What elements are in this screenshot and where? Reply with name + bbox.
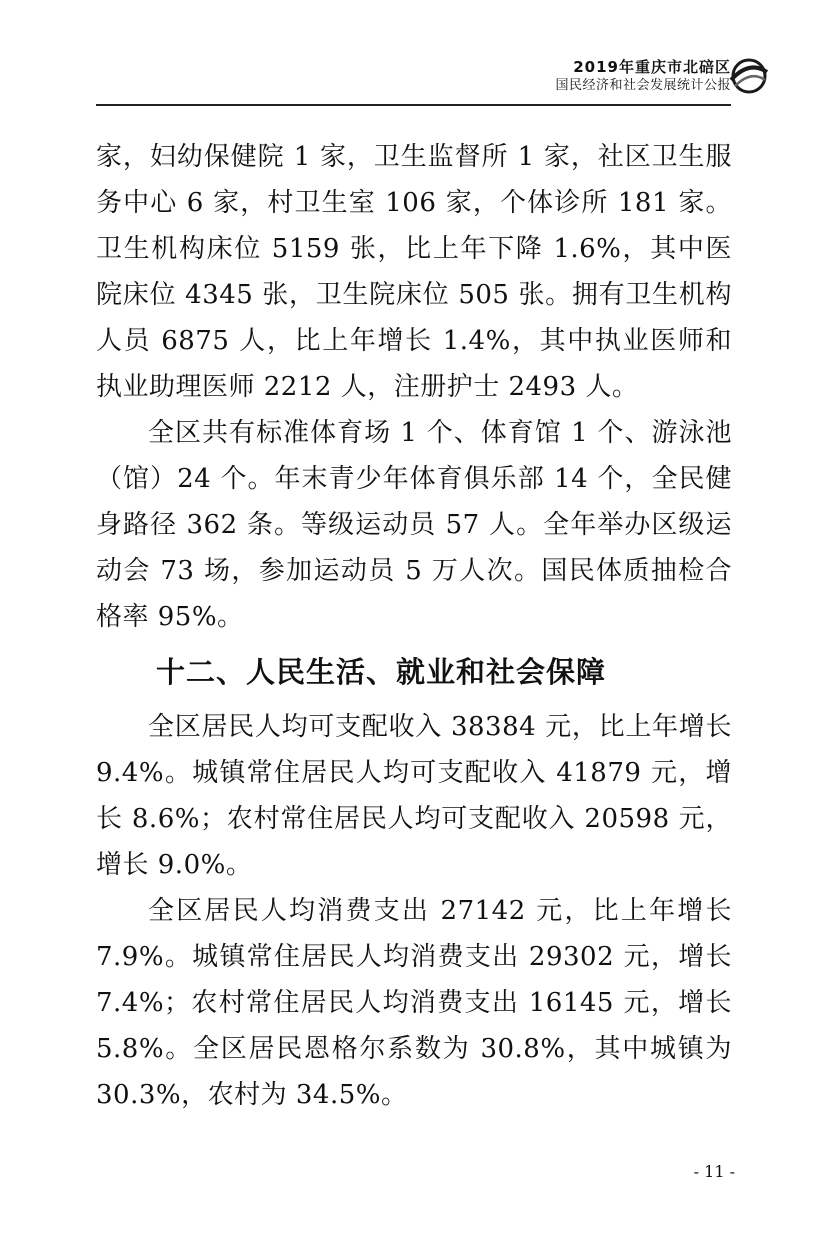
main-content xyxy=(96,134,732,1118)
paragraph-sports: 全区共有标准体育场 1 个、体育馆 1 个、游泳池（馆）24 个。年末青少年体育俱乐部 14 个，全民健身路径 362 条。等级运动员 57 人。全年举办区级运动会 73 场，参加运动员 5 万人次。国民体质抽检合格率 95%。 xyxy=(96,418,732,632)
header-title-line1: 2019年重庆市北碚区 xyxy=(573,58,731,76)
header-title-line2: 国民经济和社会发展统计公报 xyxy=(555,78,731,93)
paragraph-consumption: 全区居民人均消费支出 27142 元，比上年增长 7.9%。城镇常住居民人均消费支出 29302 元，增长 7.4%；农村常住居民人均消费支出 16145 元，增长 5.8%。全区居民恩格尔系数为 30.8%，其中城镇为 30.3%，农村为 34.5%。 xyxy=(96,896,732,1110)
stats-logo-icon xyxy=(727,54,771,98)
report-header xyxy=(555,58,731,94)
paragraph-health: 家，妇幼保健院 1 家，卫生监督所 1 家，社区卫生服务中心 6 家，村卫生室 106 家，个体诊所 181 家。卫生机构床位 5159 张，比上年下降 1.6%，其中医院床位 4345 张，卫生院床位 505 张。拥有卫生机构人员 6875 人，比上年增长 1.4%，其中执业医师和执业助理医师 2212 人，注册护士 2493 人。 xyxy=(96,142,732,402)
section-title: 十二、人民生活、就业和社会保障 xyxy=(156,655,607,689)
paragraph-income: 全区居民人均可支配收入 38384 元，比上年增长 9.4%。城镇常住居民人均可支配收入 41879 元，增长 8.6%；农村常住居民人均可支配收入 20598 元，增长 9.0%。 xyxy=(96,712,732,880)
page-number: - 11 - xyxy=(693,1162,735,1181)
header-rule xyxy=(96,104,731,106)
